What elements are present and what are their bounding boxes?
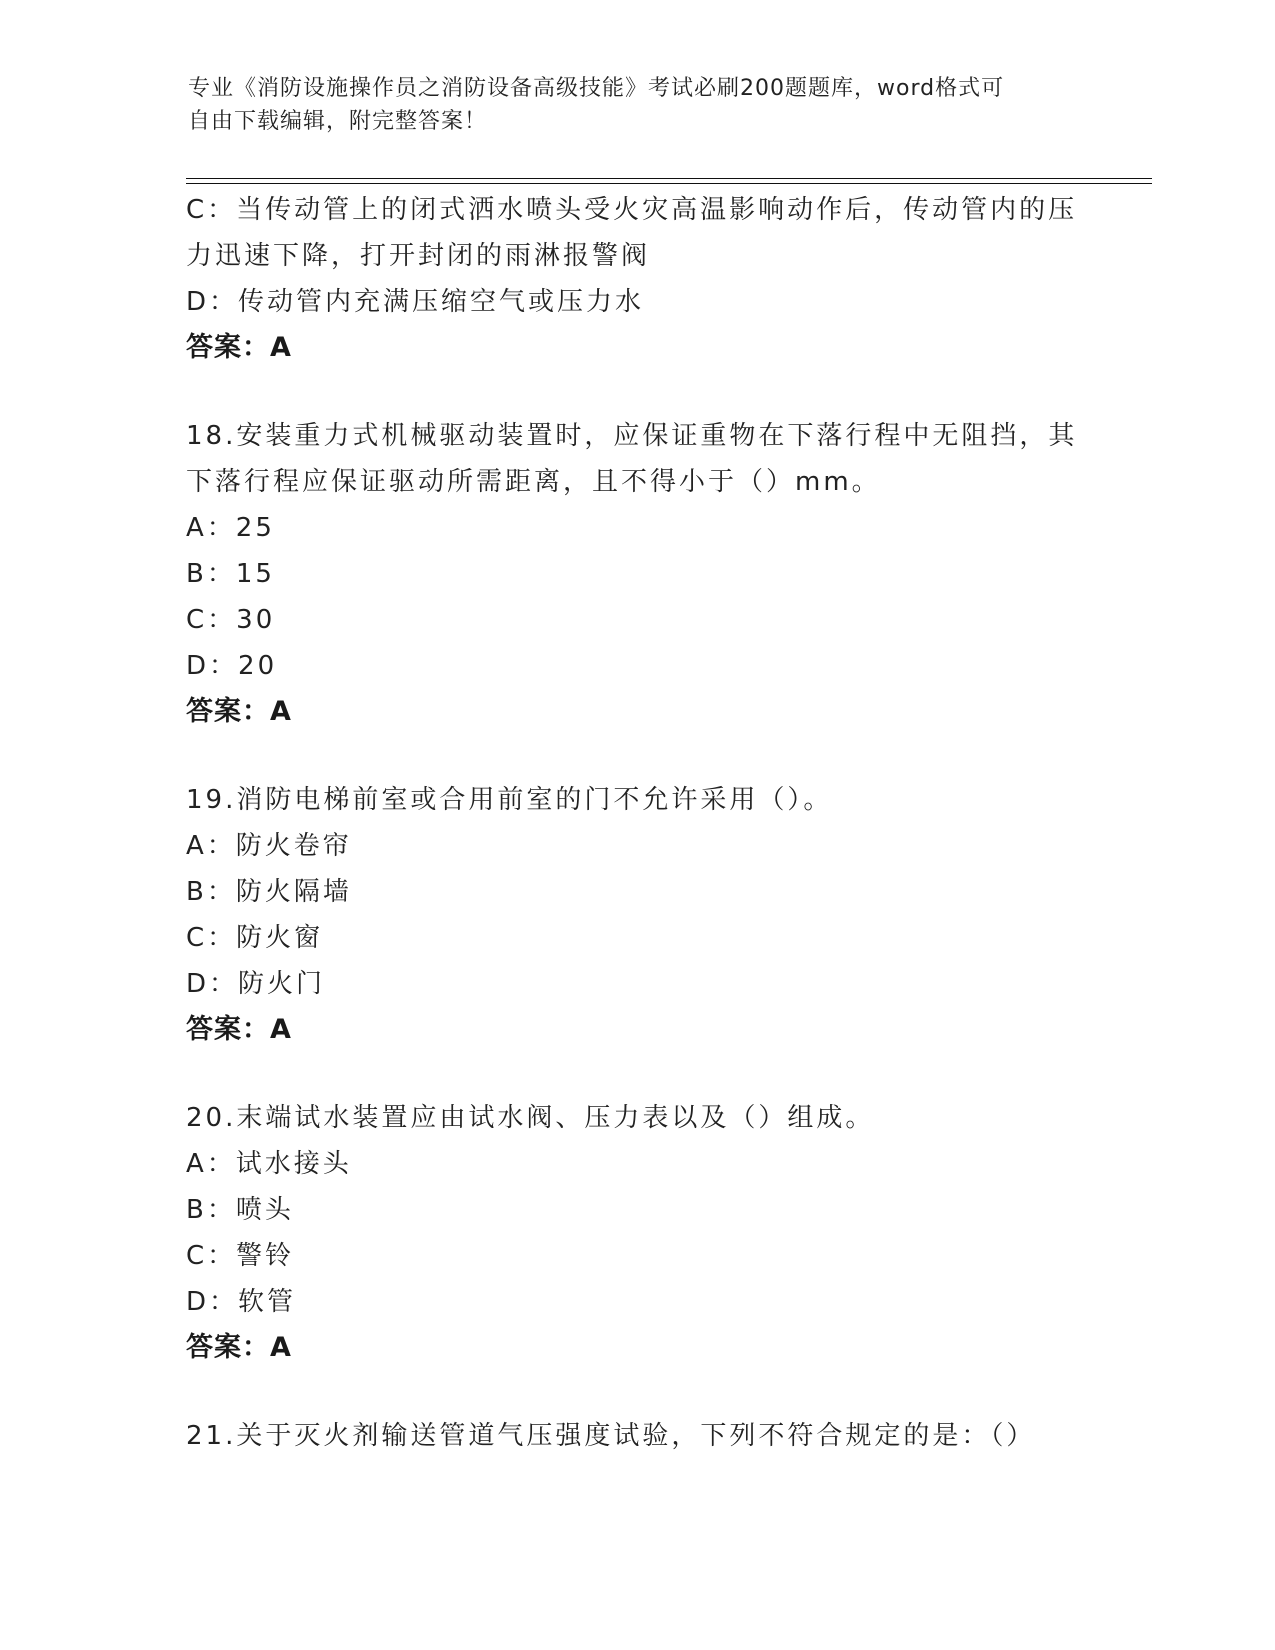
document-body: [186, 187, 1086, 1459]
option-line: A：试水接头: [186, 1149, 352, 1179]
answer-line: 答案：A: [186, 332, 292, 363]
header-line-2: 自由下载编辑，附完整答案！: [188, 109, 488, 134]
header-line-1: 专业《消防设施操作员之消防设备高级技能》考试必刷200题题库，word格式可: [188, 76, 1005, 101]
option-line: 力迅速下降，打开封闭的雨淋报警阀: [186, 241, 651, 271]
question-text: 下落行程应保证驱动所需距离，且不得小于（）mm。: [186, 467, 881, 497]
question-block: [186, 1413, 1086, 1459]
question-text: 20.末端试水装置应由试水阀、压力表以及（）组成。: [186, 1103, 875, 1133]
header-rule-top: [186, 178, 1152, 179]
option-line: C：30: [186, 605, 276, 635]
question-block: [186, 1095, 1086, 1371]
option-line: A：25: [186, 513, 275, 543]
answer-line: 答案：A: [186, 1014, 292, 1045]
option-line: A：防火卷帘: [186, 831, 352, 861]
question-block: [186, 413, 1086, 735]
question-text: 21.关于灭火剂输送管道气压强度试验，下列不符合规定的是：（）: [186, 1421, 1036, 1451]
answer-line: 答案：A: [186, 1332, 292, 1363]
option-line: C：当传动管上的闭式洒水喷头受火灾高温影响动作后，传动管内的压: [186, 195, 1078, 225]
option-line: B：防火隔墙: [186, 877, 352, 907]
header-rule-bottom: [186, 183, 1152, 184]
option-line: D：软管: [186, 1287, 297, 1317]
question-text: 19.消防电梯前室或合用前室的门不允许采用（）。: [186, 785, 833, 815]
question-block: [186, 777, 1086, 1053]
question-text: 18.安装重力式机械驱动装置时，应保证重物在下落行程中无阻挡，其: [186, 421, 1078, 451]
option-line: C：防火窗: [186, 923, 324, 953]
option-line: C：警铃: [186, 1241, 295, 1271]
option-line: B：15: [186, 559, 275, 589]
question-block: [186, 187, 1086, 371]
option-line: D：防火门: [186, 969, 326, 999]
document-header: [188, 72, 1088, 138]
option-line: D：传动管内充满压缩空气或压力水: [186, 287, 645, 317]
option-line: D：20: [186, 651, 278, 681]
option-line: B：喷头: [186, 1195, 294, 1225]
answer-line: 答案：A: [186, 696, 292, 727]
